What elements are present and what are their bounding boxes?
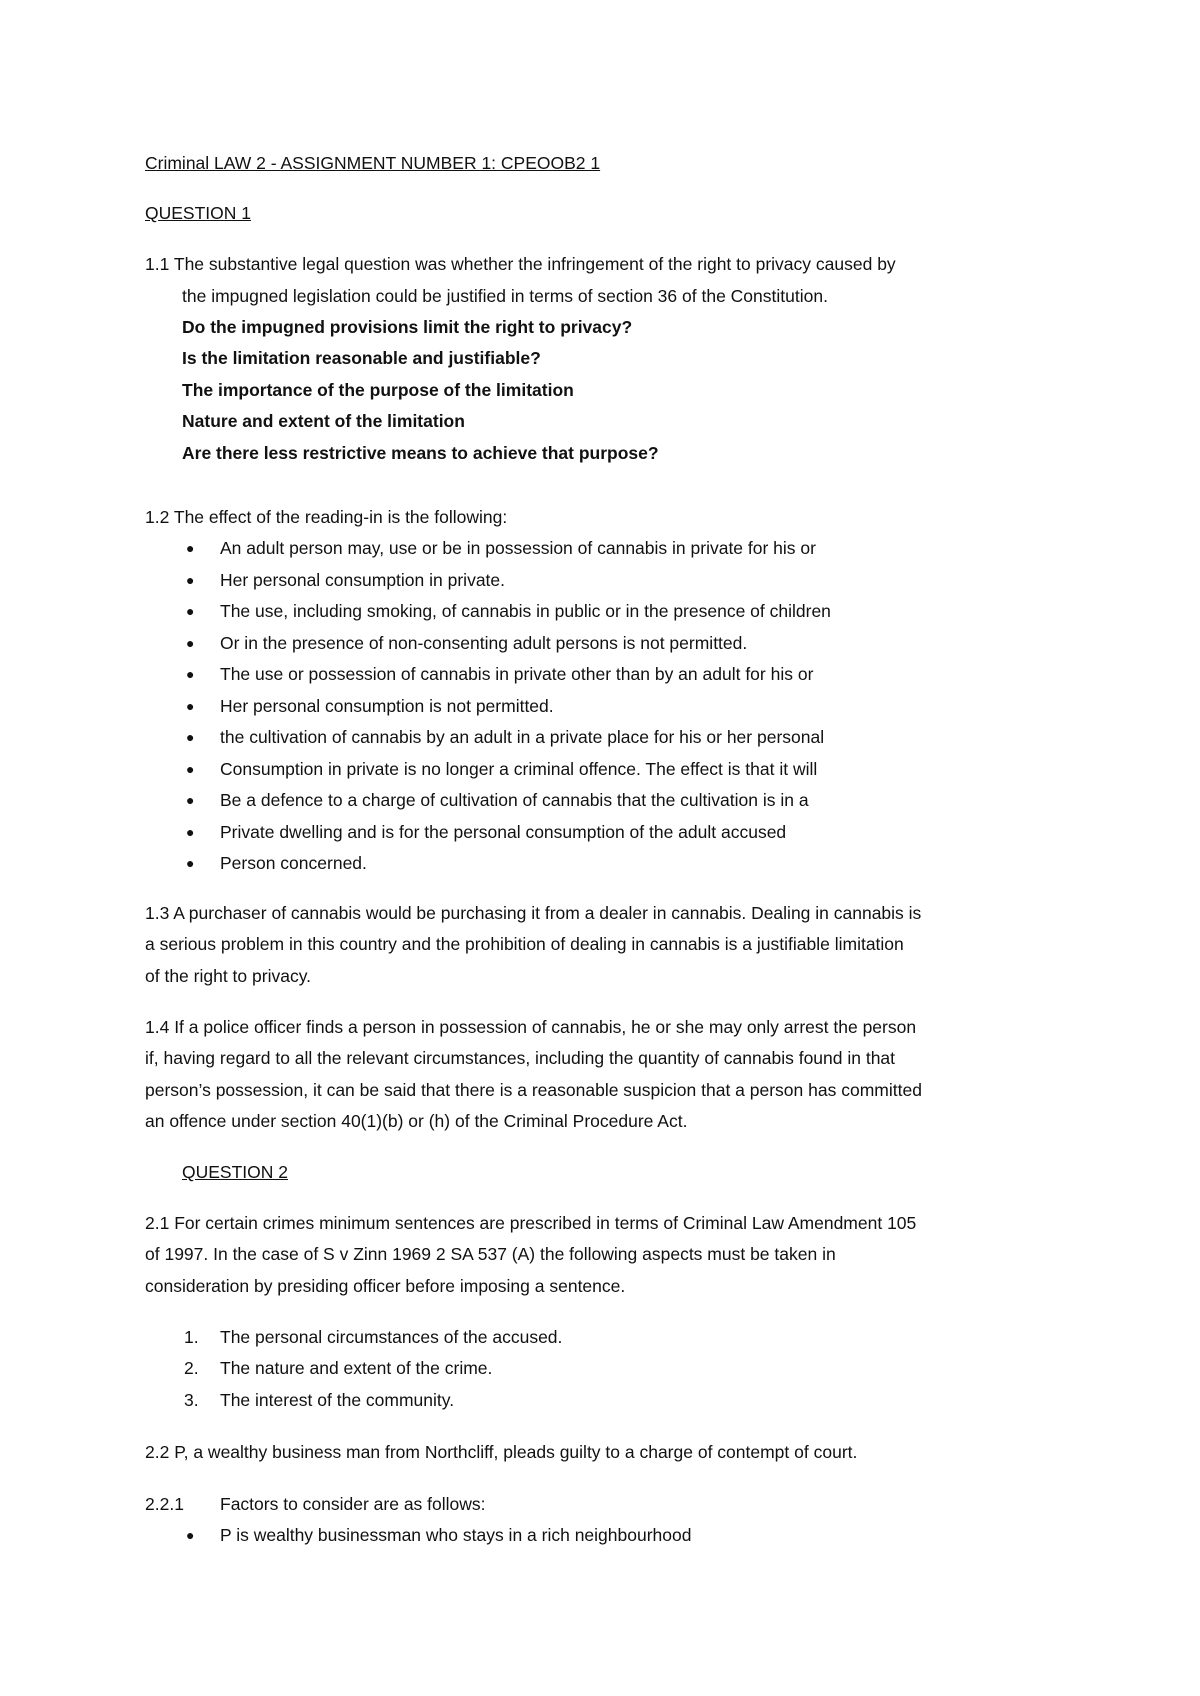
paragraph-1-4-line: person’s possession, it can be said that there is a reasonable suspicion that a person has committed <box>145 1080 922 1100</box>
bullet-dot-icon: ● <box>186 698 195 714</box>
bullet-item: ● The use, including smoking, of cannabis in public or in the presence of children <box>186 601 831 621</box>
bullet-dot-icon: ● <box>186 1527 195 1543</box>
bullet-item: ● Or in the presence of non-consenting adult persons is not permitted. <box>186 633 748 653</box>
paragraph-1-4-line: 1.4 If a police officer finds a person in possession of cannabis, he or she may only arrest the person <box>145 1017 917 1037</box>
bullet-item: ● Be a defence to a charge of cultivation of cannabis that the cultivation is in a <box>186 790 809 810</box>
bullet-dot-icon: ● <box>186 761 195 777</box>
paragraph-1-1-line-2: the impugned legislation could be justified in terms of section 36 of the Constitution. <box>182 286 828 306</box>
paragraph-1-3-line: of the right to privacy. <box>145 966 312 986</box>
question-2-heading: QUESTION 2 <box>182 1162 288 1182</box>
bullet-item: ● Private dwelling and is for the personal consumption of the adult accused <box>186 822 787 842</box>
paragraph-1-2-intro: 1.2 The effect of the reading-in is the following: <box>145 507 508 527</box>
bullet-item: ● The use or possession of cannabis in private other than by an adult for his or <box>186 664 814 684</box>
paragraph-2-2-1-number: 2.2.1 <box>145 1494 184 1514</box>
paragraph-2-2-1-text: Factors to consider are as follows: <box>220 1494 486 1514</box>
paragraph-2-1-line: consideration by presiding officer before imposing a sentence. <box>145 1276 626 1296</box>
paragraph-1-4-line: if, having regard to all the relevant circumstances, including the quantity of cannabis found in that <box>145 1048 896 1068</box>
question-1-heading: QUESTION 1 <box>145 203 251 223</box>
sub-question: Do the impugned provisions limit the right to privacy? <box>182 317 633 337</box>
bullet-item: ● Her personal consumption in private. <box>186 570 506 590</box>
bullet-dot-icon: ● <box>186 635 195 651</box>
paragraph-1-3-line: a serious problem in this country and the prohibition of dealing in cannabis is a justifiable limitation <box>145 934 904 954</box>
numbered-item: 1. The personal circumstances of the accused. <box>184 1327 563 1347</box>
bullet-dot-icon: ● <box>186 666 195 682</box>
sub-question: The importance of the purpose of the limitation <box>182 380 574 400</box>
bullet-item: ● Her personal consumption is not permitted. <box>186 696 554 716</box>
document-title: Criminal LAW 2 - ASSIGNMENT NUMBER 1: CPEOOB2 1 <box>145 153 601 173</box>
paragraph-1-1-line-1: 1.1 The substantive legal question was whether the infringement of the right to privacy caused by <box>145 254 896 274</box>
paragraph-2-2: 2.2 P, a wealthy business man from Northcliff, pleads guilty to a charge of contempt of court. <box>145 1442 858 1462</box>
bullet-dot-icon: ● <box>186 792 195 808</box>
bullet-item: ● Person concerned. <box>186 853 367 873</box>
bullet-item: ● the cultivation of cannabis by an adult in a private place for his or her personal <box>186 727 825 747</box>
sub-question: Is the limitation reasonable and justifiable? <box>182 348 541 368</box>
bullet-dot-icon: ● <box>186 855 195 871</box>
numbered-item: 2. The nature and extent of the crime. <box>184 1358 493 1378</box>
paragraph-1-3-line: 1.3 A purchaser of cannabis would be purchasing it from a dealer in cannabis. Dealing in cannabis is <box>145 903 922 923</box>
sub-question: Are there less restrictive means to achieve that purpose? <box>182 443 659 463</box>
paragraph-1-4-line: an offence under section 40(1)(b) or (h) of the Criminal Procedure Act. <box>145 1111 688 1131</box>
bullet-dot-icon: ● <box>186 729 195 745</box>
numbered-item: 3. The interest of the community. <box>184 1390 455 1410</box>
paragraph-2-1-line: 2.1 For certain crimes minimum sentences are prescribed in terms of Criminal Law Amendment 105 <box>145 1213 917 1233</box>
bullet-item: ● Consumption in private is no longer a criminal offence. The effect is that it will <box>186 759 818 779</box>
bullet-item: ● An adult person may, use or be in possession of cannabis in private for his or <box>186 538 816 558</box>
paragraph-2-1-line: of 1997. In the case of S v Zinn 1969 2 SA 537 (A) the following aspects must be taken in <box>145 1244 836 1264</box>
sub-question: Nature and extent of the limitation <box>182 411 465 431</box>
bullet-dot-icon: ● <box>186 824 195 840</box>
bullet-dot-icon: ● <box>186 572 195 588</box>
bullet-dot-icon: ● <box>186 540 195 556</box>
bullet-item: ● P is wealthy businessman who stays in a rich neighbourhood <box>186 1525 692 1545</box>
bullet-dot-icon: ● <box>186 603 195 619</box>
